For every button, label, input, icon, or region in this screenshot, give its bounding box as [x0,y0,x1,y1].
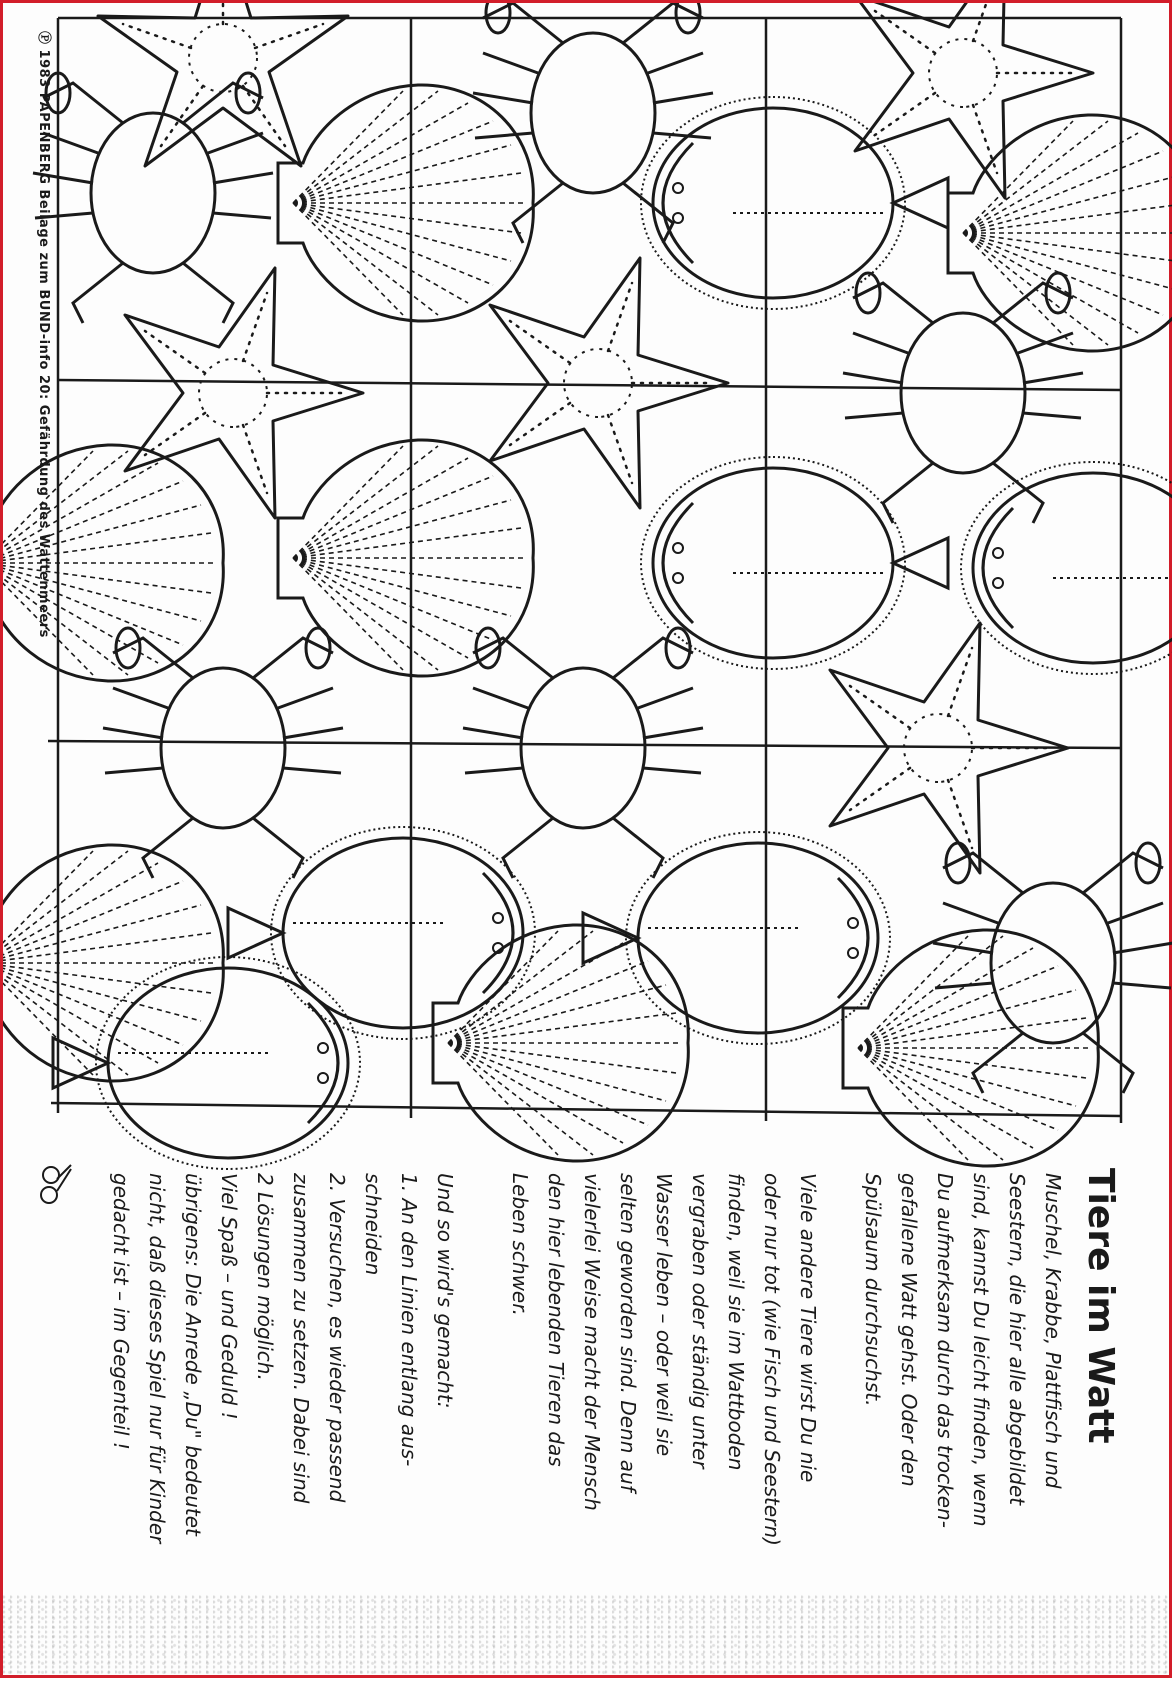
intro-paragraph [855,1173,1071,1528]
instructions-heading: Und so wird's gemacht: [433,1173,457,1409]
text-line: vielerlei Weise macht der Mensch [580,1173,604,1511]
text-line: vergraben oder ständig unter [688,1173,712,1469]
starfish-icon [98,3,348,166]
text-line: Viele andere Tiere wirst Du nie [796,1173,820,1483]
text-line: Spülsaum durchsuchst. [861,1173,885,1407]
instruction-line: schneiden [361,1173,385,1276]
copyright-credit: Ⓟ 1983 PAPENBERG Beilage zum BUND-info 20: Gefährdung des Wattenmeers [36,31,51,638]
flatfish-icon [641,97,948,309]
flatfish-icon [961,462,1172,674]
note-line: übrigens: Die Anrede „Du" bedeutet [181,1173,205,1536]
instruction-line: Viel Spaß – und Geduld ! [217,1173,241,1420]
crab-icon [33,73,273,323]
text-line: Seestern, die hier alle abgebildet [1005,1173,1029,1506]
page-title: Tiere im Watt [1080,1168,1121,1444]
text-line: Muschel, Krabbe, Plattfisch und [1041,1173,1065,1489]
starfish-icon [490,258,728,508]
text-line: Du aufmerksam durch das trocken- [933,1173,957,1528]
note-line: nicht, daß dieses Spiel nur für Kinder [145,1173,169,1544]
body-paragraph [502,1173,826,1546]
scallop-icon [278,85,533,321]
text-line: oder nur tot (wie Fisch und Seestern) [760,1173,784,1546]
scissors-icon [41,1165,71,1203]
crab-icon [463,628,703,878]
text-line: gefallene Watt gehst. Oder den [897,1173,921,1487]
crab-icon [843,273,1083,523]
flatfish-icon [53,957,360,1169]
text-line: den hier lebenden Tieren das [544,1173,568,1467]
text-line: finden, weil sie im Wattboden [724,1173,748,1471]
text-line: sind, kannst Du leicht finden, wenn [969,1173,993,1527]
instruction-line: 1. An den Linien entlang aus- [397,1173,421,1467]
scan-noise [3,1595,1169,1675]
starfish-icon [855,3,1093,198]
instructions [103,1173,463,1543]
text-line: Leben schwer. [508,1173,532,1316]
note-line: gedacht ist – im Gegenteil ! [109,1173,133,1450]
instruction-line: 2 Lösungen möglich. [253,1173,277,1381]
scallop-icon [843,930,1098,1166]
crab-icon [103,628,343,878]
scallop-icon [433,925,688,1161]
text-line: selten geworden sind. Denn auf [616,1173,640,1492]
instruction-line: zusammen zu setzen. Dabei sind [289,1173,313,1504]
text-line: Wasser leben – oder weil sie [652,1173,676,1457]
scallop-icon [3,845,223,1081]
flatfish-icon [228,827,535,1039]
instruction-line: 2. Versuchen, es wieder passend [325,1173,349,1503]
